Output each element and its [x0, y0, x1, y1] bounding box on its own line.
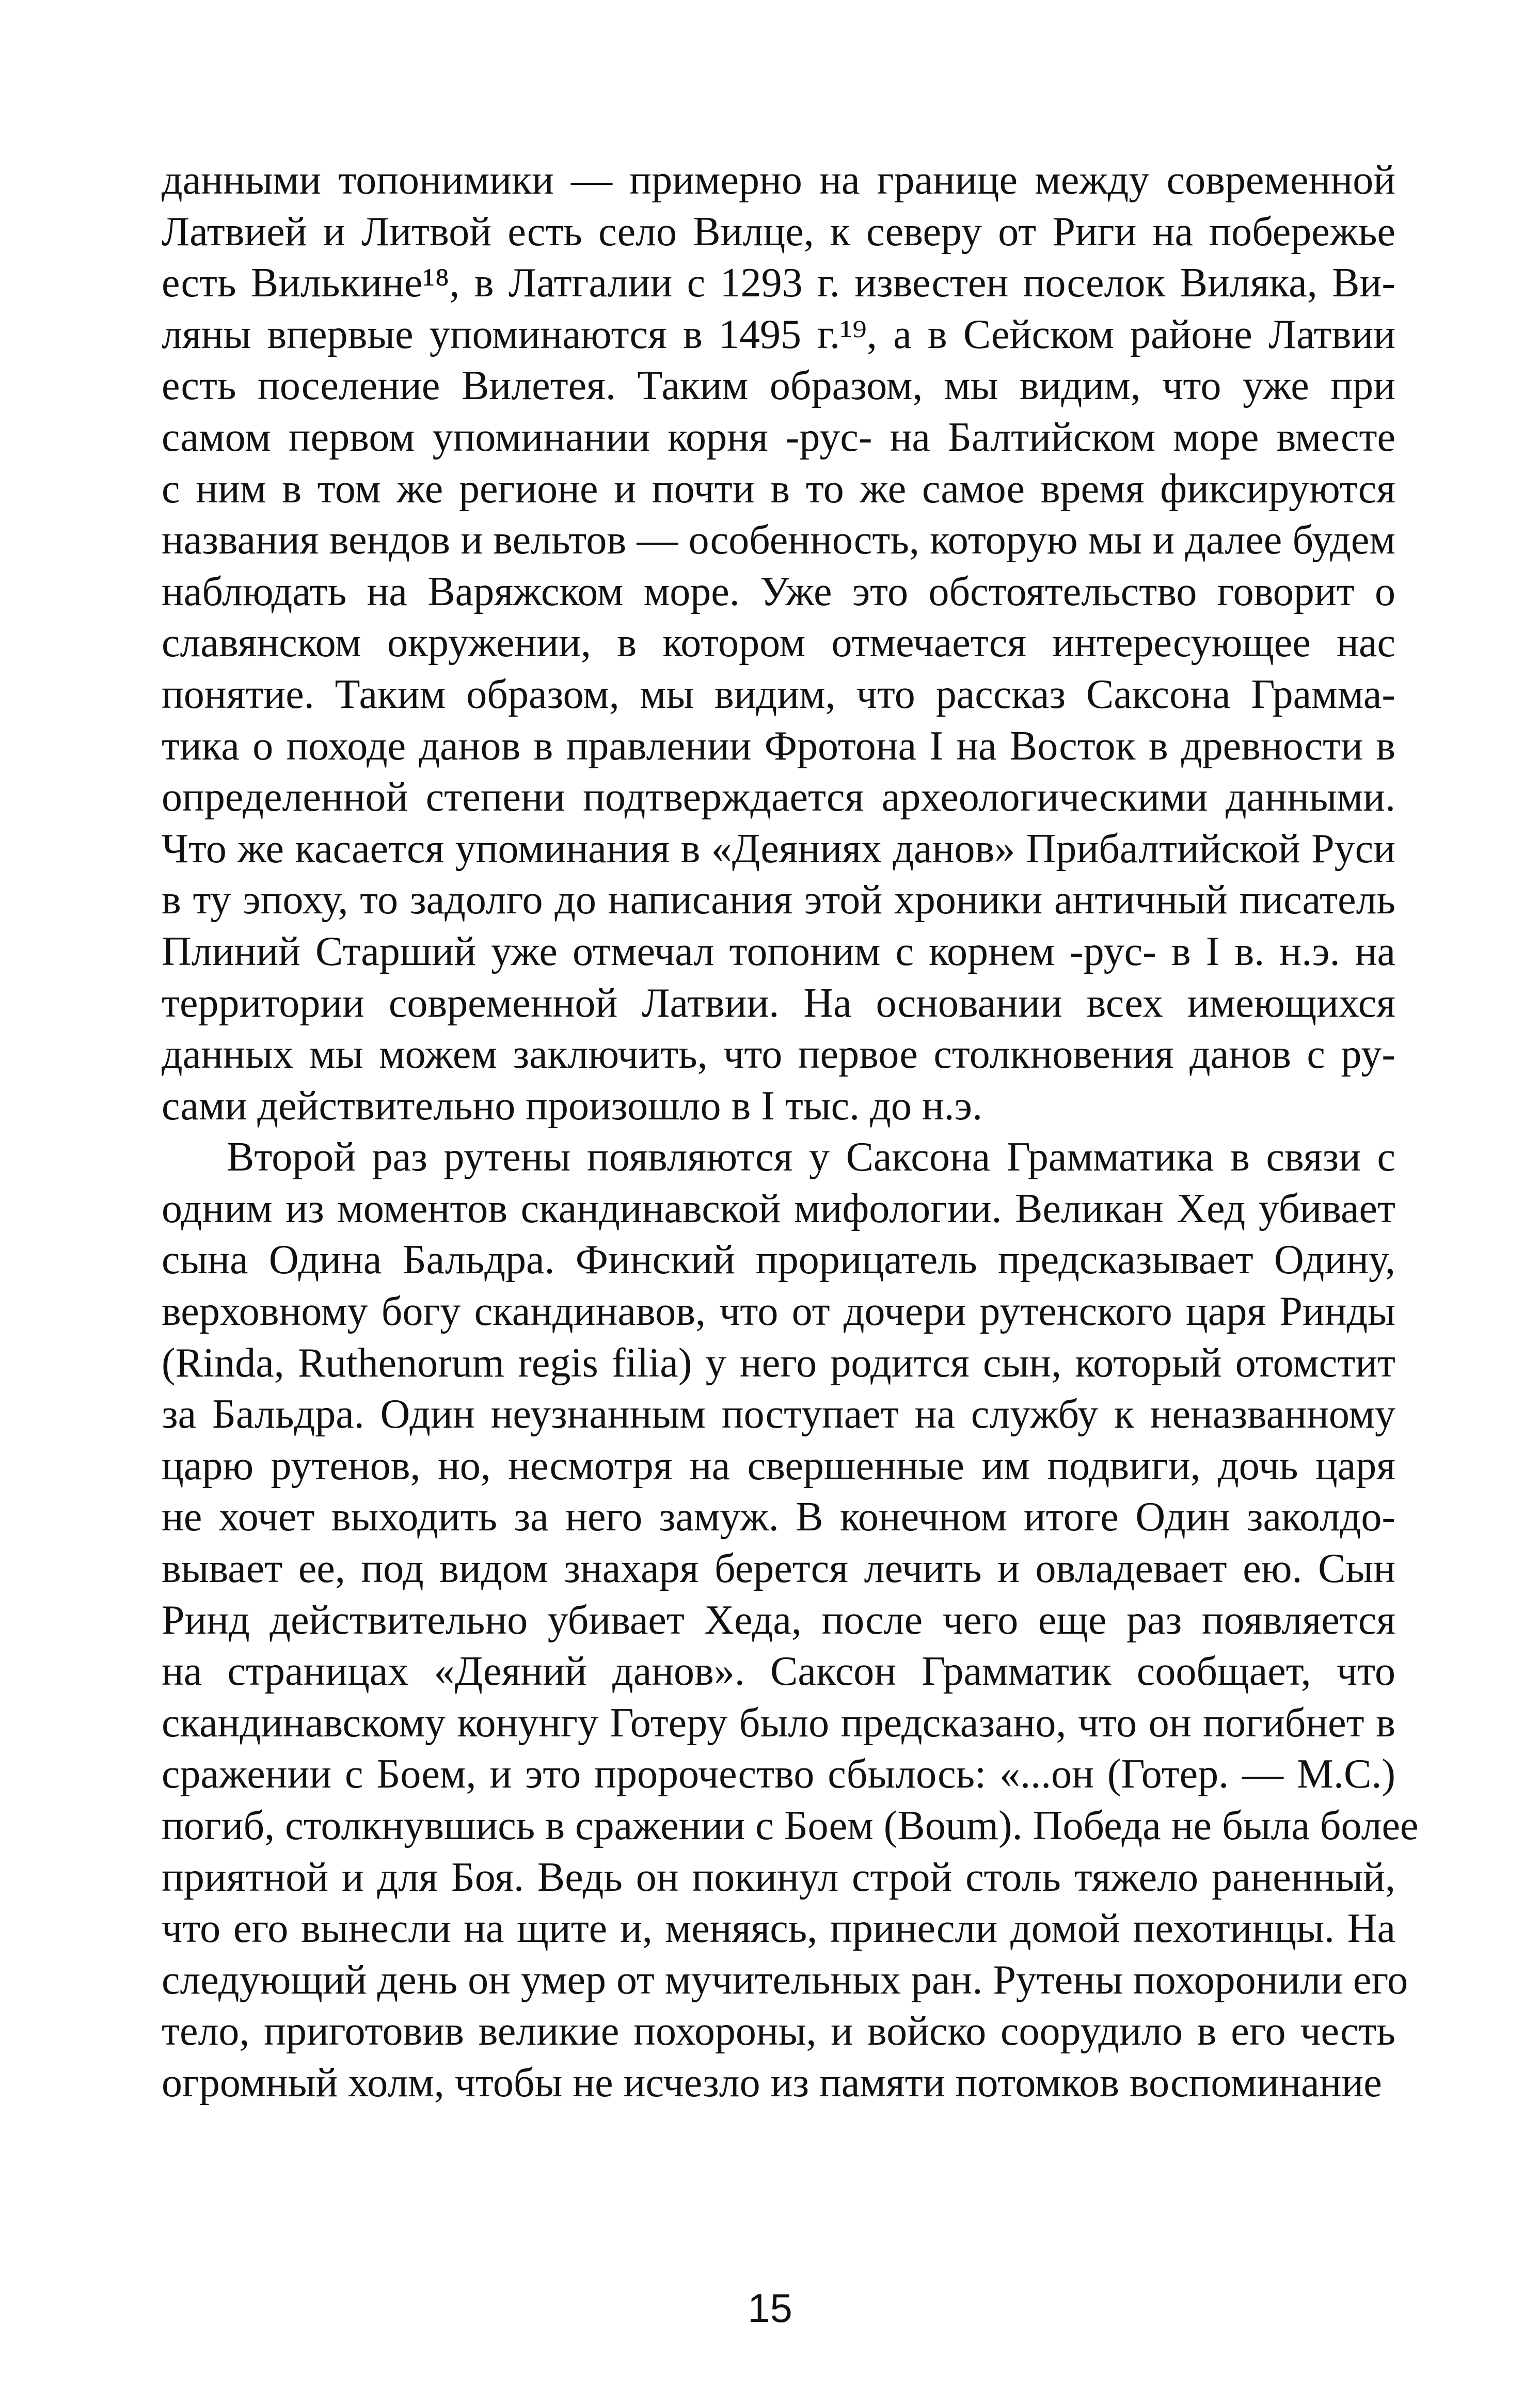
text-line: не хочет выходить за него замуж. В конечном итоге Один заколдо-: [162, 1494, 1395, 1540]
text-line: за Бальдра. Один неузнанным поступает на службу к неназванному: [162, 1392, 1395, 1437]
text-line: что его вынесли на щите и, меняясь, принесли домой пехотинцы. На: [162, 1906, 1395, 1952]
text-line: тика о походе данов в правлении Фротона I на Восток в древности в: [162, 723, 1395, 769]
text-line: Плиний Старший уже отмечал топоним с корнем -рус- в I в. н.э. на: [162, 928, 1395, 974]
text-line: Что же касается упоминания в «Деяниях данов» Прибалтийской Руси: [162, 826, 1395, 872]
text-line: следующий день он умер от мучительных ран. Рутены похоронили его: [162, 1957, 1408, 2003]
text-line: есть Вилькине¹⁸, в Латгалии с 1293 г. известен поселок Виляка, Ви-: [162, 260, 1395, 306]
text-line: данными топонимики — примерно на границе между современной: [162, 157, 1395, 203]
text-line: Второй раз рутены появляются у Саксона Грамматика в связи с: [227, 1134, 1395, 1180]
text-line: славянском окружении, в котором отмечается интересующее нас: [162, 620, 1395, 666]
paragraph-2: [162, 1132, 1419, 2109]
text-line: сына Одина Бальдра. Финский прорицатель предсказывает Одину,: [162, 1237, 1395, 1283]
text-line: наблюдать на Варяжском море. Уже это обстоятельство говорит о: [162, 568, 1395, 614]
text-line: Ринд действительно убивает Хеда, после чего еще раз появляется: [162, 1597, 1395, 1643]
text-line: приятной и для Боя. Ведь он покинул строй столь тяжело раненный,: [162, 1854, 1395, 1900]
text-line: сами действительно произошло в I тыс. до н.э.: [162, 1083, 982, 1129]
text-line: названия вендов и вельтов — особенность, которую мы и далее будем: [162, 517, 1395, 563]
text-line: скандинавскому конунгу Готеру было предсказано, что он погибнет в: [162, 1700, 1395, 1746]
paragraph-1: [162, 155, 1395, 1132]
text-line: одним из моментов скандинавской мифологии. Великан Хед убивает: [162, 1185, 1395, 1231]
text-line: данных мы можем заключить, что первое столкновения данов с ру-: [162, 1032, 1395, 1078]
text-line: тело, приготовив великие похороны, и войско соорудило в его честь: [162, 2009, 1395, 2054]
text-line: с ним в том же регионе и почти в то же самое время фиксируются: [162, 466, 1395, 512]
text-line: на страницах «Деяний данов». Саксон Грамматик сообщает, что: [162, 1649, 1395, 1695]
page-number: 15: [748, 2285, 792, 2331]
text-line: огромный холм, чтобы не исчезло из памяти потомков воспоминание: [162, 2060, 1382, 2106]
text-line: в ту эпоху, то задолго до написания этой хроники античный писатель: [162, 877, 1395, 923]
text-line: ляны впервые упоминаются в 1495 г.¹⁹, а в Сейском районе Латвии: [162, 311, 1395, 357]
text-line: определенной степени подтверждается археологическими данными.: [162, 774, 1395, 820]
text-line: сражении с Боем, и это пророчество сбылось: «...он (Готер. — М.С.): [162, 1751, 1395, 1797]
text-line: вывает ее, под видом знахаря берется лечить и овладевает ею. Сын: [162, 1546, 1395, 1592]
text-line: погиб, столкнувшись в сражении с Боем (Boum). Победа не была более: [162, 1803, 1419, 1848]
text-line: (Rinda, Ruthenorum regis filia) у него родится сын, который отомстит: [162, 1340, 1395, 1386]
text-line: есть поселение Вилетея. Таким образом, мы видим, что уже при: [162, 363, 1395, 409]
text-line: верховному богу скандинавов, что от дочери рутенского царя Ринды: [162, 1289, 1395, 1335]
text-line: самом первом упоминании корня -рус- на Балтийском море вместе: [162, 414, 1395, 460]
text-line: территории современной Латвии. На основании всех имеющихся: [162, 980, 1395, 1026]
text-line: царю рутенов, но, несмотря на свершенные им подвиги, дочь царя: [162, 1443, 1395, 1489]
text-line: Латвией и Литвой есть село Вилце, к северу от Риги на побережье: [162, 209, 1395, 255]
body-text: [162, 155, 1419, 2109]
text-line: понятие. Таким образом, мы видим, что рассказ Саксона Грамма-: [162, 671, 1395, 717]
